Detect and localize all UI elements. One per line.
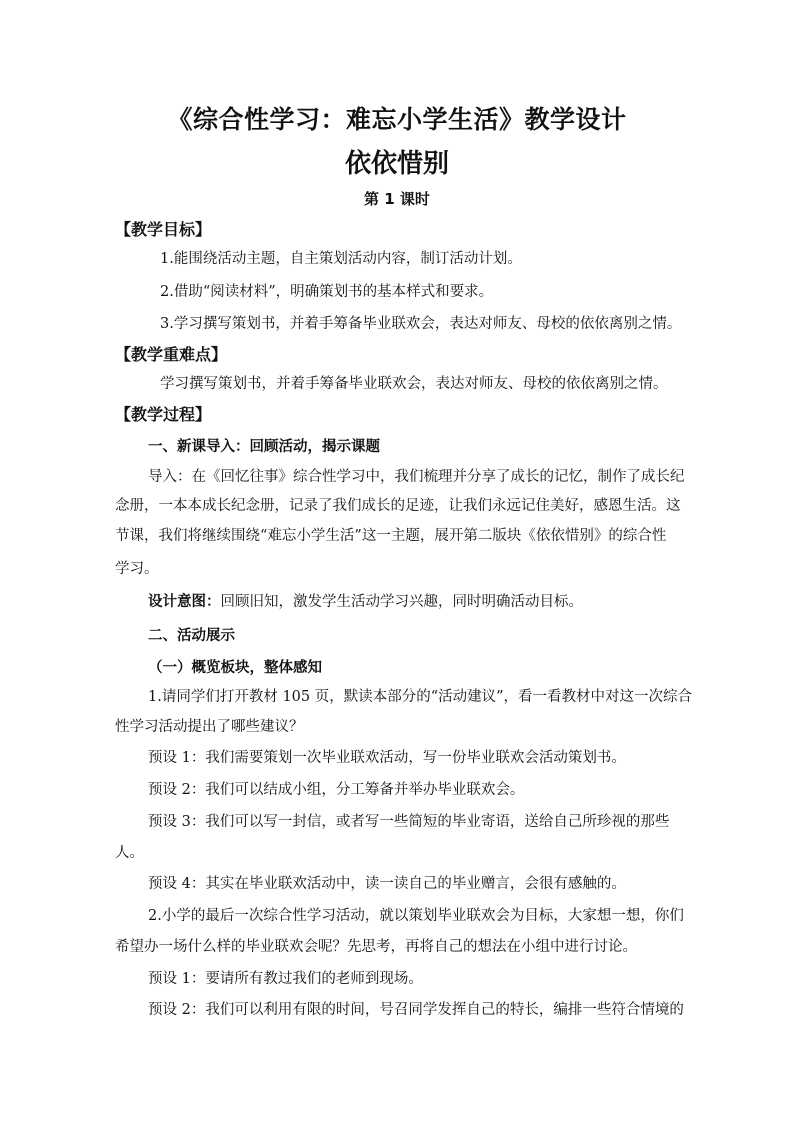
intro-line-1: 导入：在《回忆往事》综合性学习中，我们梳理并分享了成长的记忆，制作了成长纪	[148, 469, 685, 485]
activity-line-9: 希望办一场什么样的毕业联欢会呢？先思考，再将自己的想法在小组中进行讨论。	[115, 939, 637, 955]
document-subtitle: 依依惜别	[344, 149, 449, 179]
keypoints-heading: 【教学重难点】	[115, 345, 228, 364]
design-intent	[148, 592, 583, 612]
activity-line-8: 2.小学的最后一次综合性学习活动，就以策划毕业联欢会为目标，大家想一想，你们	[148, 908, 684, 924]
activity-line-1: 1.请同学们打开教材 105 页，默读本部分的“活动建议”，看一看教材中对这一次综合	[148, 689, 693, 705]
section1-title: 一、新课导入：回顾活动，揭示课题	[148, 439, 380, 455]
intro-line-4: 学习。	[115, 561, 159, 577]
section2-sub1: （一）概览板块，整体感知	[148, 660, 322, 676]
document-title: 《综合性学习：难忘小学生活》教学设计	[167, 105, 627, 134]
intro-line-3: 节课，我们将继续围绕“难忘小学生活”这一主题，展开第二版块《依依惜别》的综合性	[115, 528, 667, 544]
activity-line-6: 人。	[115, 845, 144, 861]
activity-line-2: 性学习活动提出了哪些建议？	[115, 719, 304, 735]
activity-line-11: 预设 2：我们可以利用有限的时间，号召同学发挥自己的特长，编排一些符合情境的	[148, 1002, 684, 1018]
activity-line-10: 预设 1：要请所有教过我们的老师到现场。	[148, 971, 423, 987]
design-intent-text: 回顾旧知，激发学生活动学习兴趣，同时明确活动目标。	[220, 594, 583, 610]
activity-line-4: 预设 2：我们可以结成小组，分工筹备并举办毕业联欢会。	[148, 782, 525, 798]
section2-title: 二、活动展示	[148, 628, 235, 644]
intro-line-2: 念册，一本本成长纪念册，记录了我们成长的足迹，让我们永远记住美好，感恩生活。这	[115, 498, 681, 514]
keypoints-text: 学习撰写策划书，并着手筹备毕业联欢会，表达对师友、母校的依依离别之情。	[160, 376, 668, 392]
objectives-heading: 【教学目标】	[115, 220, 212, 239]
objective-item-2: 2.借助“阅读材料”，明确策划书的基本样式和要求。	[160, 284, 494, 300]
process-heading: 【教学过程】	[115, 405, 212, 424]
activity-line-7: 预设 4：其实在毕业联欢活动中，读一读自己的毕业赠言，会很有感触的。	[148, 876, 626, 892]
objective-item-3: 3.学习撰写策划书，并着手筹备毕业联欢会，表达对师友、母校的依依离别之情。	[160, 316, 682, 332]
activity-line-3: 预设 1：我们需要策划一次毕业联欢活动，写一份毕业联欢会活动策划书。	[148, 750, 626, 766]
objective-item-1: 1.能围绕活动主题，自主策划活动内容，制订活动计划。	[160, 251, 522, 267]
design-intent-label: 设计意图：	[148, 594, 221, 610]
lesson-label: 第 1 课时	[364, 190, 430, 208]
activity-line-5: 预设 3：我们可以写一封信，或者写一些简短的毕业寄语，送给自己所珍视的那些	[148, 814, 670, 830]
